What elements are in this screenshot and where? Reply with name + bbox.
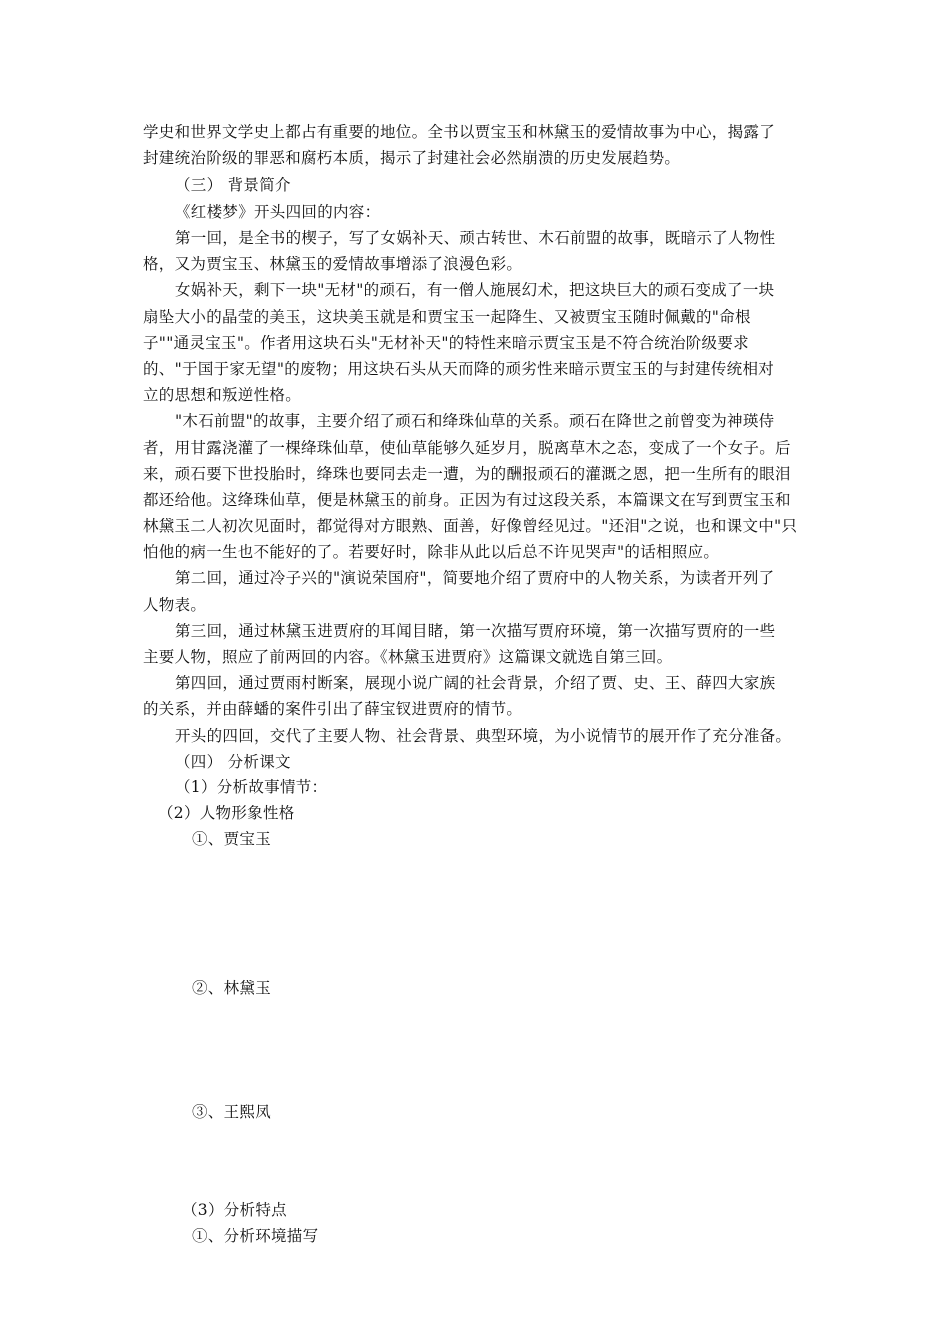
body-line: 开头的四回，交代了主要人物、社会背景、典型环境，为小说情节的展开作了充分准备。: [175, 727, 792, 745]
body-line: 立的思想和叛逆性格。: [143, 386, 302, 404]
item-heading: ③、王熙凤: [192, 1103, 272, 1121]
body-line: 怕他的病一生也不能好的了。若要好时，除非从此以后总不许见哭声"的话相照应。: [143, 543, 720, 561]
body-line: 格，又为贾宝玉、林黛玉的爱情故事增添了浪漫色彩。: [143, 255, 523, 273]
body-line: 都还给他。这绛珠仙草，便是林黛玉的前身。正因为有过这段关系，本篇课文在写到贾宝玉和: [143, 491, 791, 509]
body-line: 子""通灵宝玉"。作者用这块石头"无材补天"的特性来暗示贾宝玉是不符合统治阶级要求: [143, 334, 749, 352]
body-line: 封建统治阶级的罪恶和腐朽本质，揭示了封建社会必然崩溃的历史发展趋势。: [143, 149, 681, 167]
body-line: 第一回，是全书的楔子，写了女娲补天、顽古转世、木石前盟的故事，既暗示了人物性: [175, 229, 776, 247]
body-line: 第二回，通过冷子兴的"演说荣国府"，简要地介绍了贾府中的人物关系，为读者开列了: [175, 569, 775, 587]
body-line: 者，用甘露浇灌了一棵绛珠仙草，使仙草能够久延岁月，脱离草木之态，变成了一个女子。后: [143, 439, 791, 457]
body-line: "木石前盟"的故事，主要介绍了顽石和绛珠仙草的关系。顽石在降世之前曾变为神瑛侍: [175, 412, 775, 430]
body-line: 女娲补天，剩下一块"无材"的顽石，有一僧人施展幻术，把这块巨大的顽石变成了一块: [175, 281, 775, 299]
item-heading: ①、贾宝玉: [192, 830, 272, 848]
subsection-heading: （1）分析故事情节：: [175, 778, 328, 796]
body-line: 扇坠大小的晶莹的美玉，这块美玉就是和贾宝玉一起降生、又被贾宝玉随时佩戴的"命根: [143, 308, 751, 326]
body-line: 学史和世界文学史上都占有重要的地位。全书以贾宝玉和林黛玉的爱情故事为中心，揭露了: [143, 123, 776, 141]
body-line: 来，顽石要下世投胎时，绛珠也要同去走一遭，为的酬报顽石的灌溉之恩，把一生所有的眼泪: [143, 465, 791, 483]
section-heading: （四） 分析课文: [175, 753, 291, 771]
body-line: 人物表。: [143, 596, 207, 614]
body-line: 主要人物，照应了前两回的内容。《林黛玉进贾府》这篇课文就选自第三回。: [143, 648, 673, 666]
item-heading: ①、分析环境描写: [192, 1227, 319, 1245]
subsection-heading: （2）人物形象性格: [158, 804, 295, 822]
body-line: 林黛玉二人初次见面时，都觉得对方眼熟、面善，好像曾经见过。"还泪"之说，也和课文中"只: [143, 517, 798, 535]
subsection-heading: （3）分析特点: [182, 1201, 287, 1219]
body-line: 《红楼梦》开头四回的内容：: [175, 203, 381, 221]
body-line: 的、"于国于家无望"的废物；用这块石头从天而降的顽劣性来暗示贾宝玉的与封建传统相对: [143, 360, 775, 378]
body-line: 的关系，并由薛蟠的案件引出了薛宝钗进贾府的情节。: [143, 700, 523, 718]
item-heading: ②、林黛玉: [192, 979, 272, 997]
body-line: 第四回，通过贾雨村断案，展现小说广阔的社会背景，介绍了贾、史、王、薛四大家族: [175, 674, 776, 692]
section-heading: （三） 背景简介: [175, 176, 291, 194]
body-line: 第三回，通过林黛玉进贾府的耳闻目睹，第一次描写贾府环境，第一次描写贾府的一些: [175, 622, 776, 640]
